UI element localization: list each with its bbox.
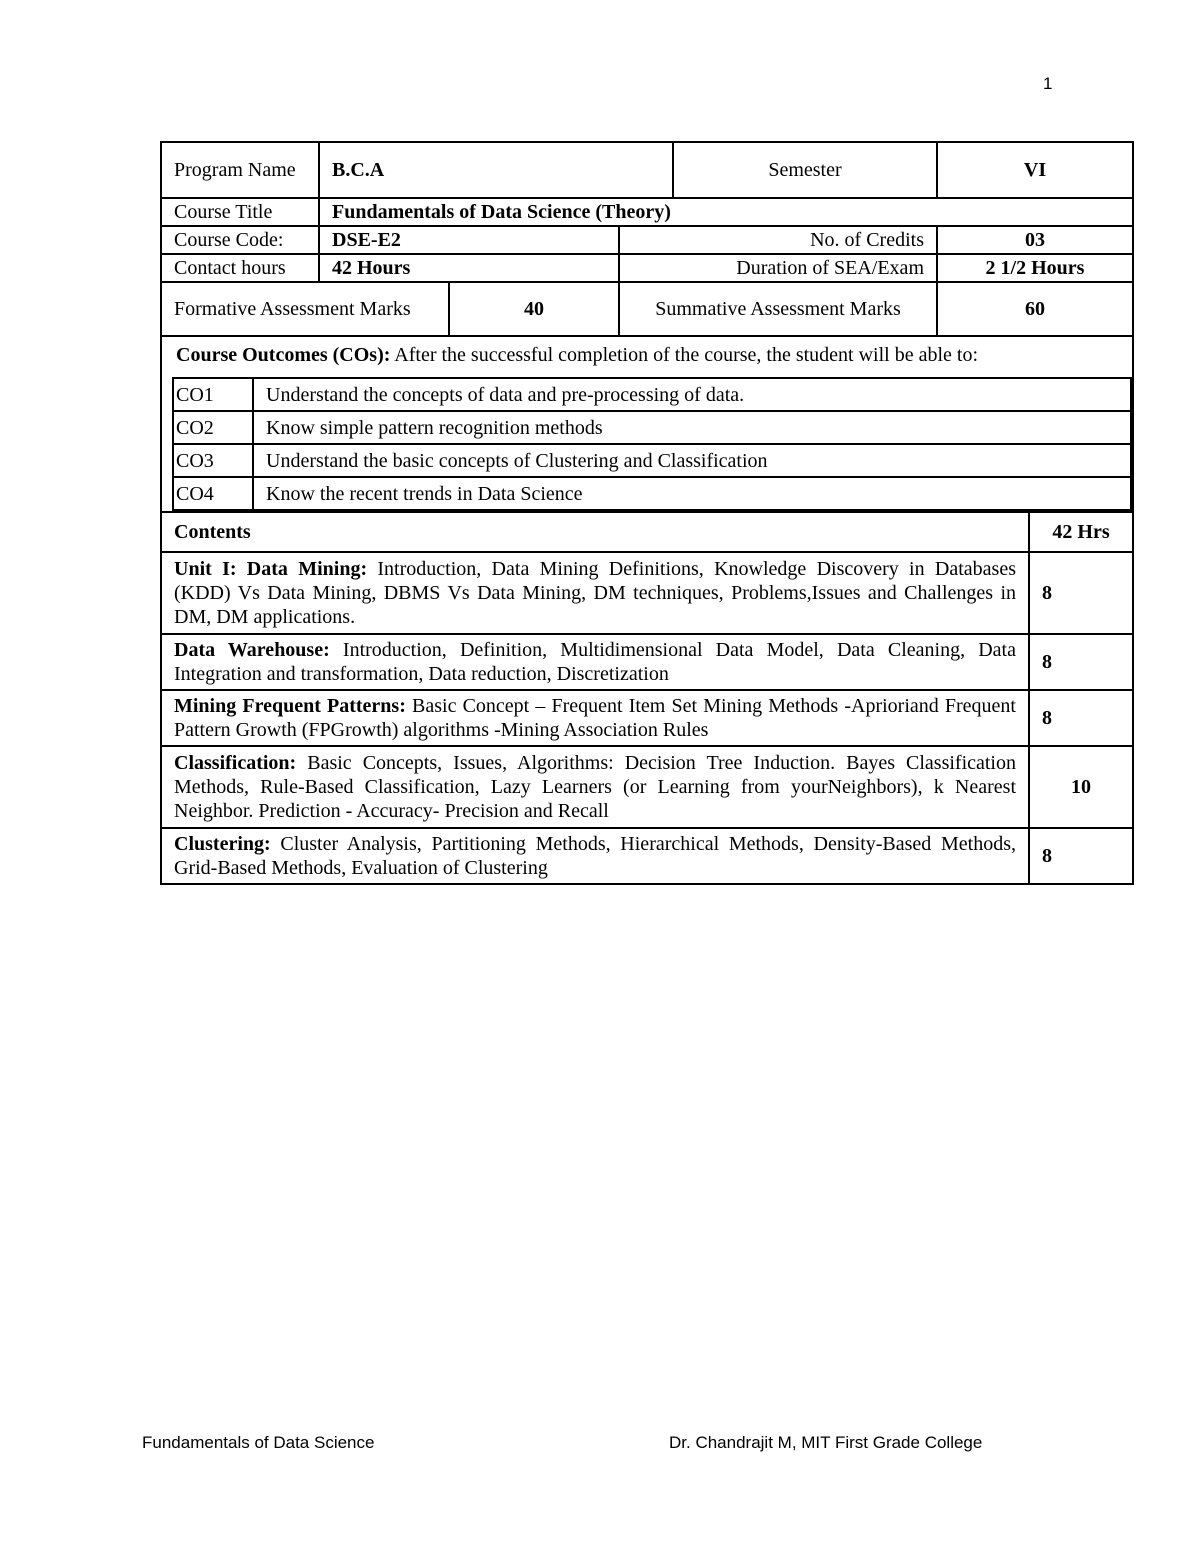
unit-hours: 10: [1029, 746, 1133, 828]
unit-description: [161, 690, 1029, 746]
unit-text: Basic Concepts, Issues, Algorithms: Decision Tree Induction. Bayes Classification Methods, Rule-Based Classification, Lazy Learners (or Learning from yourNeighbors), k Nearest Neighbor. Prediction - Accuracy- Precision and Recall: [174, 752, 1016, 822]
semester-label: Semester: [673, 142, 937, 198]
co-text: Understand the basic concepts of Clustering and Classification: [253, 444, 1131, 477]
co-text: Understand the concepts of data and pre-processing of data.: [253, 378, 1131, 411]
syllabus-table: [160, 141, 1134, 885]
course-code-label: Course Code:: [161, 226, 319, 254]
credits-value: 03: [937, 226, 1133, 254]
unit-text: Cluster Analysis, Partitioning Methods, Hierarchical Methods, Density-Based Methods, Grid-Based Methods, Evaluation of Clustering: [174, 833, 1016, 879]
unit-row: [161, 552, 1133, 634]
unit-row: [161, 634, 1133, 690]
co-text: Know the recent trends in Data Science: [253, 477, 1131, 510]
co-row: [173, 411, 1131, 444]
semester-value: VI: [937, 142, 1133, 198]
co-text: Know simple pattern recognition methods: [253, 411, 1131, 444]
course-code-value: DSE-E2: [319, 226, 619, 254]
course-outcomes-table: [172, 377, 1132, 511]
contact-hours-row: [161, 254, 1133, 282]
course-title-label: Course Title: [161, 198, 319, 226]
unit-description: [161, 746, 1029, 828]
unit-title: Unit I: Data Mining:: [174, 558, 368, 580]
unit-description: [161, 828, 1029, 884]
unit-title: Mining Frequent Patterns:: [174, 695, 406, 717]
contact-hours-label: Contact hours: [161, 254, 319, 282]
co-id: CO1: [173, 378, 253, 411]
summative-label: Summative Assessment Marks: [619, 282, 937, 336]
unit-row: [161, 746, 1133, 828]
program-name-label: Program Name: [161, 142, 319, 198]
co-row: [173, 378, 1131, 411]
unit-hours: 8: [1029, 828, 1133, 884]
formative-value: 40: [449, 282, 619, 336]
unit-text: Basic Concept – Frequent Item Set Mining Methods -Aprioriand Frequent Pattern Growth (FPGrowth) algorithms -Mining Association Rules: [174, 695, 1016, 741]
unit-description: [161, 552, 1029, 634]
footer-author: Dr. Chandrajit M, MIT First Grade College: [669, 1433, 983, 1452]
contents-label: Contents: [161, 512, 1029, 552]
co-row: [173, 477, 1131, 510]
unit-hours: 8: [1029, 690, 1133, 746]
course-code-row: [161, 226, 1133, 254]
unit-row: [161, 828, 1133, 884]
assessment-row: [161, 282, 1133, 336]
unit-hours: 8: [1029, 552, 1133, 634]
course-outcomes-cell: [161, 336, 1133, 512]
contents-total-hours: 42 Hrs: [1029, 512, 1133, 552]
unit-description: [161, 634, 1029, 690]
course-outcomes-row: [161, 336, 1133, 512]
unit-text: Introduction, Definition, Multidimensional Data Model, Data Cleaning, Data Integration and transformation, Data reduction, Discretization: [174, 639, 1016, 685]
duration-value: 2 1/2 Hours: [937, 254, 1133, 282]
course-outcomes-heading: [172, 337, 1132, 377]
unit-title: Clustering:: [174, 833, 271, 855]
unit-title: Classification:: [174, 752, 297, 774]
unit-row: [161, 690, 1133, 746]
co-row: [173, 444, 1131, 477]
contact-hours-value: 42 Hours: [319, 254, 619, 282]
page-number: 1: [1043, 74, 1053, 93]
co-id: CO4: [173, 477, 253, 510]
unit-text: Introduction, Data Mining Definitions, Knowledge Discovery in Databases (KDD) Vs Data Mining, DBMS Vs Data Mining, DM techniques, Problems,Issues and Challenges in DM, DM applications.: [174, 558, 1016, 628]
course-title-value: Fundamentals of Data Science (Theory): [319, 198, 1133, 226]
program-row: [161, 142, 1133, 198]
unit-title: Data Warehouse:: [174, 639, 330, 661]
unit-hours: 8: [1029, 634, 1133, 690]
credits-label: No. of Credits: [619, 226, 937, 254]
contents-header-row: [161, 512, 1133, 552]
program-name-value: B.C.A: [319, 142, 673, 198]
formative-label: Formative Assessment Marks: [161, 282, 449, 336]
co-id: CO3: [173, 444, 253, 477]
footer-course-name: Fundamentals of Data Science: [142, 1433, 375, 1452]
course-title-row: [161, 198, 1133, 226]
course-outcomes-heading-text: After the successful completion of the course, the student will be able to:: [390, 344, 979, 366]
summative-value: 60: [937, 282, 1133, 336]
co-id: CO2: [173, 411, 253, 444]
duration-label: Duration of SEA/Exam: [619, 254, 937, 282]
course-outcomes-heading-label: Course Outcomes (COs):: [176, 344, 391, 366]
